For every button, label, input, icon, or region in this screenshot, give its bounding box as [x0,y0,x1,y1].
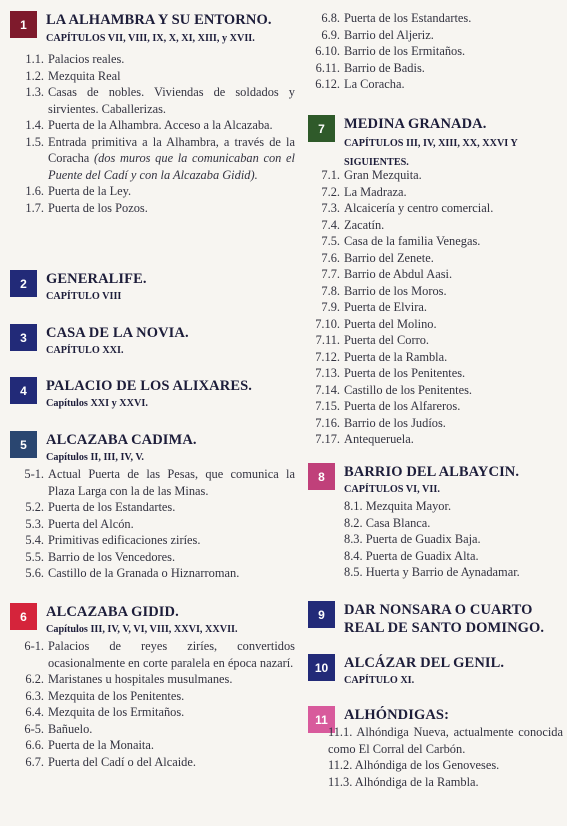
item-number: 6.6. [25,738,44,752]
item-number: 7.15. [315,399,340,413]
section-subtitle: Capítulos II, III, IV, V. [46,452,144,463]
item-text: Castillo de los Penitentes. [344,382,473,397]
item-text: Mezquita Real [48,68,121,83]
list-item [10,737,295,754]
list-item [308,299,563,316]
item-text: Puerta de los Pozos. [48,200,148,215]
item-text: Huerta y Barrio de Aynadamar. [365,565,520,579]
section-subtitle: CAPÍTULO VIII [46,291,122,302]
section-title: CASA DE LA NOVIA. [46,325,189,341]
item-text: Alhóndiga Nueva, actualmente conocida como El Corral del Carbón. [328,725,563,756]
item-number: 7.6. [321,250,340,265]
item-number: 7.16. [315,415,340,430]
list-item [308,60,563,77]
item-number: 7.17. [315,432,340,446]
list-item [328,774,563,791]
section-subtitle: CAPÍTULOS III, IV, XIII, XX, XXVI Y SIGUIENTES. [344,138,518,168]
list-item [308,415,563,432]
item-text: Puerta de los Penitentes. [344,366,466,380]
list-item [308,184,563,201]
list-item [308,398,563,415]
item-number: 11.2. [328,758,353,772]
list-item [10,754,295,771]
list-item [308,76,563,93]
list-item [10,117,295,134]
section-number-badge: 8 [308,463,335,490]
list-item [10,721,295,738]
item-number: 5.5. [25,549,44,564]
list-item [308,43,563,60]
item-text: Puerta de la Alhambra. Acceso a la Alcazaba. [48,118,273,132]
list-item [308,266,563,283]
item-number: 1.4. [25,118,44,132]
item-number: 1.1. [25,52,44,66]
item-number: 6.9. [321,27,340,42]
item-text: Castillo de la Granada o Hiznarroman. [48,566,240,580]
list-item [10,134,295,184]
list-item [328,724,563,757]
list-item [10,183,295,200]
item-text: Actual Puerta de las Pesas, que comunica la Plaza Larga con la de las Minas. [48,467,295,498]
item-text: Puerta de la Rambla. [344,349,448,364]
item-number: 1.7. [25,200,44,215]
item-text: Casa Blanca. [365,515,431,530]
item-number: 7.9. [321,300,340,314]
item-number: 8.2. [344,515,363,530]
section-number-badge: 4 [10,377,37,404]
list-item [308,283,563,300]
item-text: Barrio de los Moros. [344,283,447,298]
list-item [308,365,563,382]
item-text: Barrio de los Vencedores. [48,549,176,564]
section-title: PALACIO DE LOS ALIXARES. [46,378,252,394]
list-item [328,757,563,774]
list-item [344,498,563,515]
list-item [10,549,295,566]
item-number: 5.2. [25,500,44,514]
list-item [10,565,295,582]
section-number-badge: 5 [10,431,37,458]
item-list [308,167,563,448]
section-number-badge: 9 [308,601,335,628]
item-number: 6-1. [24,639,44,653]
item-list [10,51,295,216]
item-number: 7.1. [321,168,340,182]
section-title: MEDINA GRANADA. [344,116,487,132]
item-text: Puerta de los Alfareros. [344,399,461,413]
item-text: Bañuelo. [48,721,93,736]
item-text: Zacatín. [344,217,385,232]
list-item [308,431,563,448]
list-item [344,531,563,548]
item-number: 7.12. [315,349,340,364]
list-item [308,316,563,333]
item-text: Puerta del Corro. [344,333,429,347]
item-number: 1.6. [25,184,44,198]
item-number: 5.4. [25,533,44,547]
section-subtitle: CAPÍTULO XI. [344,675,415,686]
item-number: 8.3. [344,532,363,546]
item-number: 5-1. [24,467,44,481]
item-number: 1.3. [25,85,44,99]
item-number: 7.10. [315,316,340,331]
item-number: 6.10. [315,44,340,58]
section-subtitle: Capítulos XXI y XXVI. [46,398,148,409]
item-text: Puerta de Elvira. [344,300,427,314]
item-text: Mezquita de los Ermitaños. [48,705,185,719]
item-text: Puerta de los Estandartes. [344,11,472,25]
list-item [344,515,563,532]
item-text: Alcaicería y centro comercial. [344,201,494,215]
item-number: 8.4. [344,548,363,563]
item-text: Primitivas edificaciones ziríes. [48,533,201,547]
item-text: Casas de nobles. Viviendas de soldados y sirvientes. Caballerizas. [48,85,295,116]
item-number: 5.3. [25,516,44,531]
item-number: 7.13. [315,366,340,380]
item-number: 6.3. [25,688,44,703]
list-item [10,200,295,217]
list-item [10,499,295,516]
item-number: 6.11. [315,60,340,75]
item-number: 7.2. [321,184,340,199]
section-subtitle: CAPÍTULO XXI. [46,345,124,356]
list-item [308,332,563,349]
section-subtitle: CAPÍTULOS VII, VIII, IX, X, XI, XIII, y XVII. [46,33,255,44]
section-number-badge: 10 [308,654,335,681]
section-title: LA ALHAMBRA Y SU ENTORNO. [46,12,272,28]
list-item [344,564,563,581]
item-list [10,466,295,582]
section-title: ALCAZABA GIDID. [46,604,179,620]
item-text: Maristanes u hospitales musulmanes. [48,672,233,686]
item-number: 7.8. [321,283,340,298]
item-list [10,638,295,770]
list-item [308,233,563,250]
section-number-badge: 11 [308,706,335,733]
list-item [10,51,295,68]
section-subtitle: Capítulos III, IV, V, VI, VIII, XXVI, XXVII. [46,624,238,635]
item-list [344,498,563,581]
item-number: 7.4. [321,217,340,232]
item-number: 7.11. [315,333,340,347]
item-number: 11.1. [328,725,353,739]
item-text: Barrio de Abdul Aasi. [344,267,453,281]
item-text: La Madraza. [344,184,407,199]
list-item [10,671,295,688]
item-text: Antequeruela. [344,432,414,446]
section-title: DAR NONSARA O CUARTO REAL DE SANTO DOMINGO. [344,602,545,636]
item-text: Barrio del Zenete. [344,250,434,265]
item-number: 6.8. [321,11,340,25]
list-item [308,10,563,27]
section-title: BARRIO DEL ALBAYCIN. [344,464,520,480]
section-number-badge: 1 [10,11,37,38]
section-number-badge: 2 [10,270,37,297]
section-title: ALHÓNDIGAS: [344,707,450,723]
item-text: Casa de la familia Venegas. [344,234,481,248]
list-item [308,27,563,44]
item-number: 6.4. [25,705,44,719]
section-subtitle: CAPÍTULOS VI, VII. [344,484,440,495]
list-item [10,704,295,721]
item-text: Puerta de Guadix Alta. [365,548,479,563]
item-text: Gran Mezquita. [344,168,422,182]
item-number: 5.6. [25,566,44,580]
item-text: Alhóndiga de los Genoveses. [354,758,500,772]
list-item [10,466,295,499]
item-text: Mezquita de los Penitentes. [48,688,185,703]
list-item [308,250,563,267]
list-item [308,349,563,366]
list-item [10,84,295,117]
list-item [10,532,295,549]
list-item [308,167,563,184]
item-number: 6.12. [315,77,340,91]
list-item [308,200,563,217]
item-number: 7.7. [321,267,340,281]
item-list [308,10,563,93]
item-number: 7.5. [321,234,340,248]
item-text: Barrio de Badis. [344,60,425,75]
item-text: Alhóndiga de la Rambla. [354,774,479,789]
section-number-badge: 6 [10,603,37,630]
item-number: 1.2. [25,68,44,83]
item-list [328,724,563,790]
item-text: Puerta de la Ley. [48,184,132,198]
section-number-badge: 7 [308,115,335,142]
item-text: Palacios reales. [48,52,125,66]
item-text: Mezquita Mayor. [365,499,452,513]
item-text: Puerta del Cadí o del Alcaide. [48,754,196,769]
item-number: 6-5. [24,721,44,736]
item-number: 6.2. [25,672,44,686]
item-text: La Coracha. [344,77,405,91]
section-title: GENERALIFE. [46,271,147,287]
item-text-wrap [10,134,295,184]
list-item [344,548,563,565]
item-number: 6.7. [25,754,44,769]
item-text: Puerta de la Monaita. [48,738,154,752]
list-item [308,217,563,234]
item-text: Puerta de los Estandartes. [48,500,176,514]
item-number: 8.1. [344,499,363,513]
section-title: ALCAZABA CADIMA. [46,432,197,448]
list-item [10,68,295,85]
item-number: 7.14. [315,382,340,397]
item-text: Barrio de los Ermitaños. [344,44,466,58]
item-number: 1.5. [25,134,44,149]
item-note: (dos muros que la comunicaban con el Puente del Cadí y con la Alcazaba Gidid). [48,151,295,182]
item-text: Barrio del Aljeriz. [344,27,434,42]
item-text: Barrio de los Judíos. [344,415,446,430]
section-title: ALCÁZAR DEL GENIL. [344,655,505,671]
list-item [10,638,295,671]
item-text: Palacios de reyes ziríes, convertidos ocasionalmente en corte paralela en época nazarí. [48,639,295,670]
list-item [10,688,295,705]
item-number: 7.3. [321,201,340,215]
item-number: 11.3. [328,774,353,789]
item-number: 8.5. [344,565,363,579]
list-item [308,382,563,399]
list-item [10,516,295,533]
item-text: Puerta del Alcón. [48,516,134,531]
item-text: Puerta de Guadix Baja. [365,532,481,546]
item-text: Entrada primitiva a la Alhambra, a través de la Coracha [48,134,295,165]
section-number-badge: 3 [10,324,37,351]
item-text: Puerta del Molino. [344,316,437,331]
